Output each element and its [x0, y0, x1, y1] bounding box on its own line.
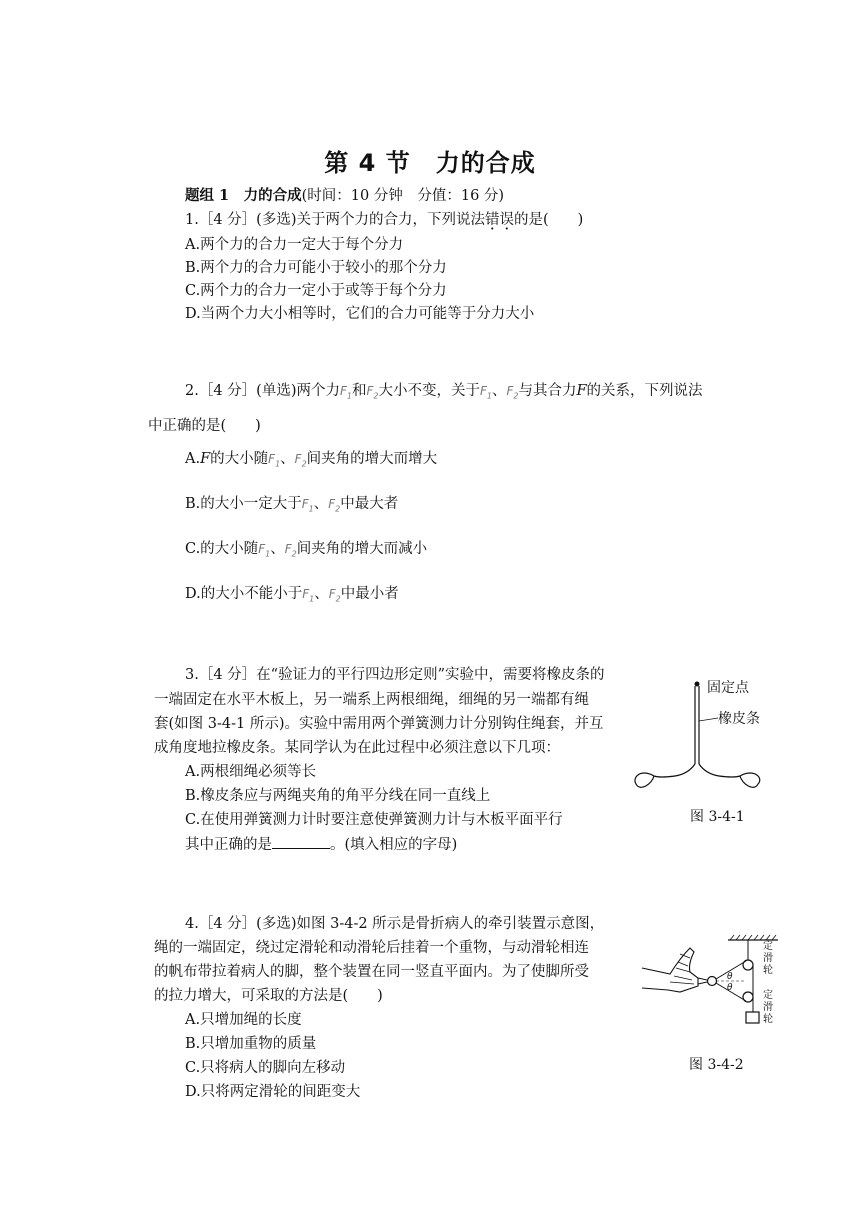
fixed-point-icon — [695, 682, 700, 687]
figure-3-4-1 — [630, 672, 780, 802]
q2-option-b: B.的大小一定大于$F_1$、$F_2$中最大者 — [185, 496, 399, 514]
moving-pulley-icon — [708, 977, 717, 986]
q1-option-b: B.两个力的合力可能小于较小的那个分力 — [185, 260, 447, 276]
figure-3-4-2-caption: 图 3-4-2 — [689, 1057, 744, 1073]
q2-stem-line2: 中正确的是( ) — [148, 418, 261, 434]
patient-foot-icon — [642, 948, 698, 992]
q3-line-2: 一端固定在水平木板上，另一端系上两根细绳，细绳的另一端都有绳 — [154, 692, 589, 708]
page-title: 第 4 节 力的合成 — [324, 149, 536, 177]
group-meta: (时间：10 分钟 分值：16 分) — [301, 188, 505, 204]
q4-option-c: C.只将病人的脚向左移动 — [185, 1060, 346, 1076]
q1-option-a: A.两个力的合力一定大于每个分力 — [185, 237, 404, 253]
q2-stem-5: 与其合力 — [518, 383, 577, 399]
q3-option-a: A.两根细绳必须等长 — [185, 764, 317, 780]
left-loop — [635, 773, 654, 787]
q3-option-c: C.在使用弹簧测力计时要注意使弹簧测力计与木板平面平行 — [185, 812, 563, 828]
q1-emphasis-1: 错 — [484, 212, 500, 228]
q4-option-a: A.只增加绳的长度 — [185, 1012, 302, 1028]
q4-option-b: B.只增加重物的质量 — [185, 1036, 317, 1052]
q4-line-1: 4.［4 分］(多选)如图 3-4-2 所示是骨折病人的牵引装置示意图， — [185, 916, 605, 932]
group-label: 题组 1 力的合成 — [185, 187, 302, 204]
figure-3-4-2 — [640, 930, 790, 1035]
q2-stem-3: 大小不变，关于 — [378, 383, 480, 399]
q1-stem-text: 1.［4 分］(多选)关于两个力的合力，下列说法 — [185, 212, 485, 228]
q4-line-2: 绳的一端固定，绕过定滑轮和动滑轮后挂着一个重物，与动滑轮相连 — [154, 940, 589, 956]
q3-option-b: B.橡皮条应与两绳夹角的角平分线在同一直线上 — [185, 788, 491, 804]
fig1-label-fixed: 固定点 — [707, 680, 749, 696]
top-pulley-label-3: 轮 — [763, 965, 773, 976]
group-header — [185, 186, 504, 206]
q2-resultant-symbol: F — [576, 383, 587, 399]
q3-line-4: 成角度地拉橡皮条。某同学认为在此过程中必须注意以下几项： — [154, 740, 560, 756]
figure-3-4-1-caption: 图 3-4-1 — [690, 809, 745, 825]
q2-f1-symbol: $F_1$ — [339, 384, 352, 401]
fig1-label-rubber: 橡皮条 — [718, 711, 760, 727]
q2-sep: 、 — [491, 383, 507, 399]
q3-answer-line: 其中正确的是 。(填入相应的字母) — [185, 834, 457, 855]
q4-line-3: 的帆布带拉着病人的脚，整个装置在同一竖直平面内。为了使脚所受 — [154, 964, 589, 980]
q2-f2-symbol-b: $F_2$ — [506, 384, 519, 401]
q4-line-4: 的拉力增大，可采取的方法是( ) — [154, 988, 383, 1004]
q1-stem-end: 的是( ) — [513, 212, 584, 228]
q2-option-a: A.F的大小随$F_1$、$F_2$间夹角的增大而增大 — [185, 451, 438, 469]
q2-f1-symbol-b: $F_1$ — [479, 384, 492, 401]
theta-top: θ — [727, 972, 733, 982]
right-cord — [699, 764, 740, 777]
q2-f2-symbol: $F_2$ — [366, 384, 379, 401]
q3-line-1: 3.［4 分］在“验证力的平行四边形定则”实验中，需要将橡皮条的 — [185, 667, 605, 683]
weight-icon — [746, 1012, 759, 1023]
q1-stem — [185, 210, 583, 230]
q2-stem-6: 的关系，下列说法 — [586, 383, 703, 399]
left-cord — [654, 764, 695, 777]
top-pulley-label-1: 定 — [763, 941, 773, 952]
q2-stem-2: 和 — [351, 383, 367, 399]
right-loop — [740, 773, 760, 787]
q3-line-3: 套(如图 3-4-1 所示)。实验中需用两个弹簧测力计分别钩住绳套，并互 — [154, 716, 604, 732]
bottom-pulley-label-3: 轮 — [763, 1014, 773, 1025]
bottom-pulley-label-2: 滑 — [763, 1002, 773, 1013]
q2-stem — [185, 381, 703, 406]
q1-option-c: C.两个力的合力一定小于或等于每个分力 — [185, 283, 447, 299]
theta-bottom: θ — [727, 983, 733, 993]
bottom-pulley-label-1: 定 — [763, 990, 773, 1001]
q4-option-d: D.只将两定滑轮的间距变大 — [185, 1084, 361, 1100]
q1-emphasis-2: 误 — [499, 212, 514, 228]
q3-answer-blank[interactable] — [272, 834, 330, 849]
q2-option-c: C.的大小随$F_1$、$F_2$间夹角的增大而减小 — [185, 541, 428, 559]
q1-option-d: D.当两个力大小相等时，它们的合力可能等于分力大小 — [185, 306, 535, 322]
q2-option-d: D.的大小不能小于$F_1$、$F_2$中最小者 — [185, 586, 399, 604]
q2-stem-1: 2.［4 分］(单选)两个力 — [185, 383, 340, 399]
top-pulley-label-2: 滑 — [763, 953, 773, 964]
